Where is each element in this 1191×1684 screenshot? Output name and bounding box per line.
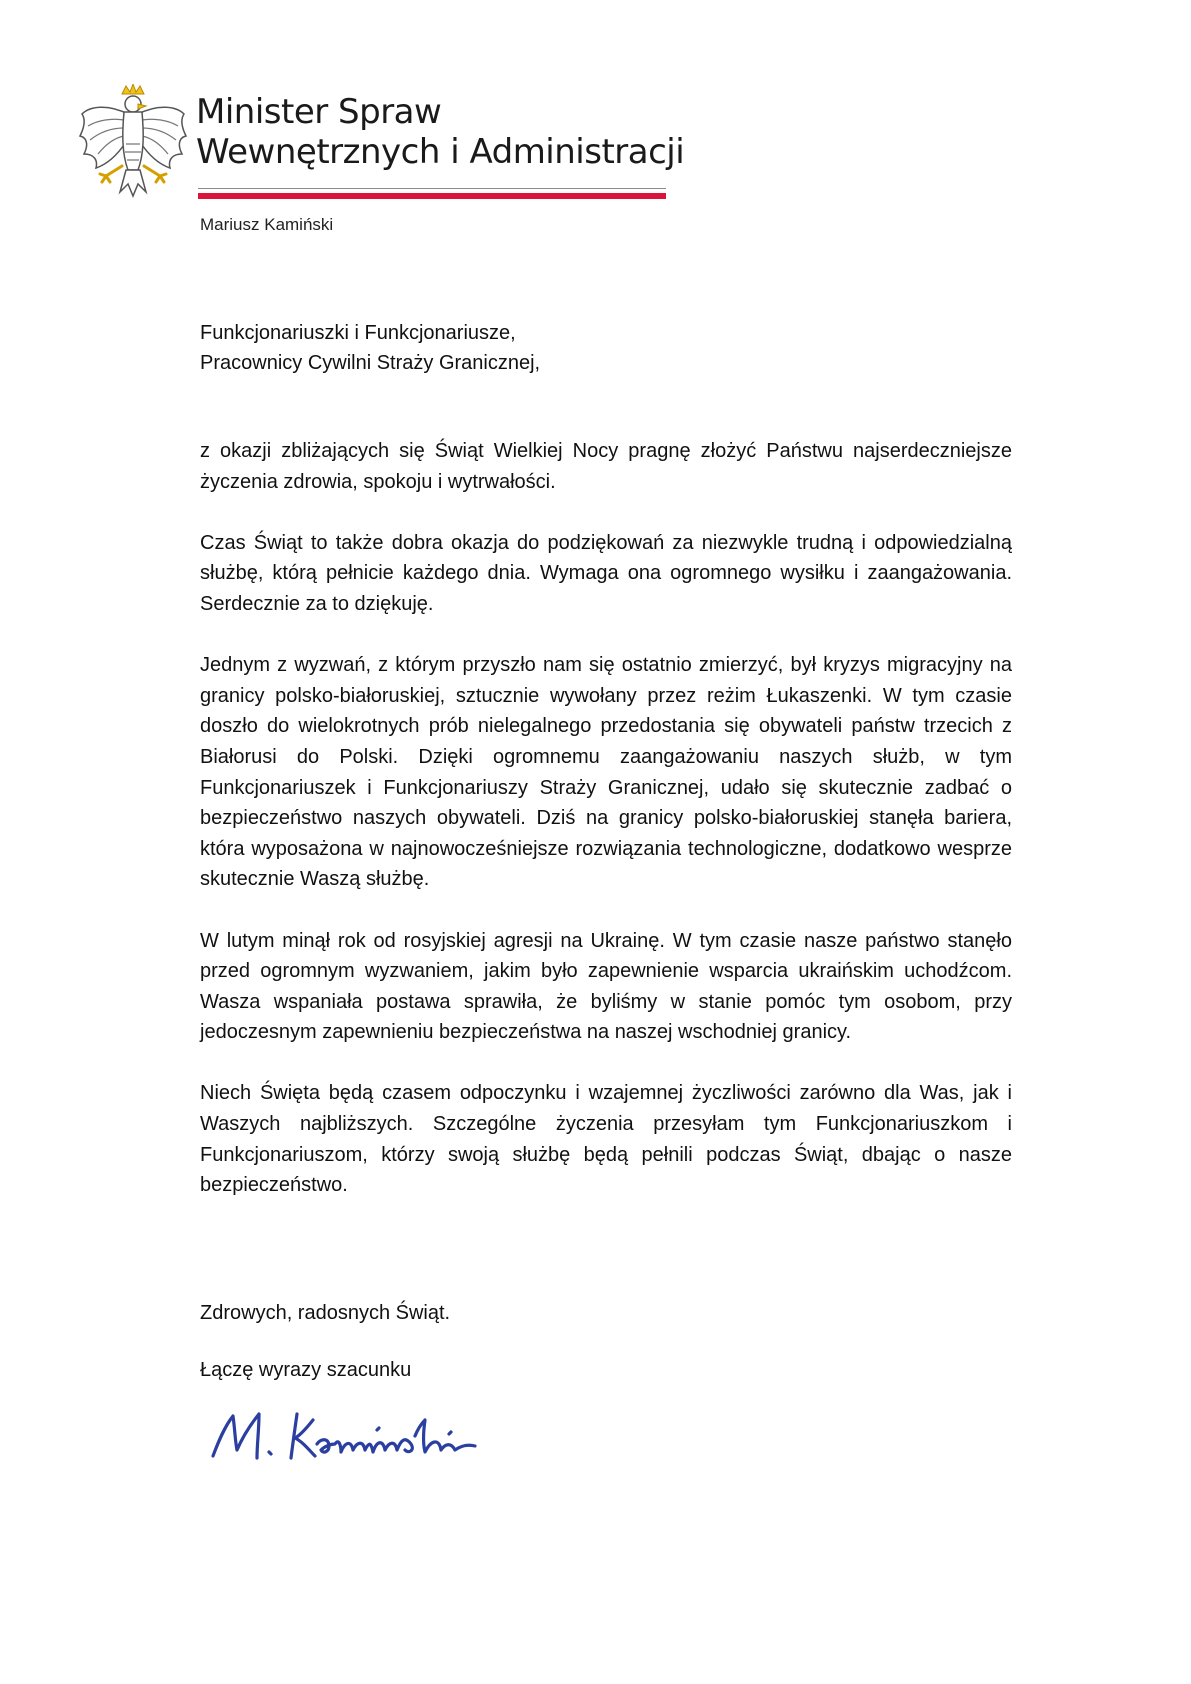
salutation-line2: Pracownicy Cywilni Straży Granicznej, (200, 352, 541, 374)
ministry-title (196, 92, 684, 172)
letter-body (200, 436, 1012, 1231)
salutation-line1: Funkcjonariuszki i Funkcjonariusze, (200, 322, 516, 344)
body-paragraph: z okazji zbliżających się Świąt Wielkiej Nocy pragnę złożyć Państwu najserdeczniejsze życzenia zdrowia, spokoju i wytrwałości. (200, 440, 1012, 493)
regards-text: Łączę wyrazy szacunku (200, 1359, 412, 1381)
minister-name: Mariusz Kamiński (200, 215, 334, 234)
letterhead (78, 84, 685, 214)
body-paragraph: Jednym z wyzwań, z którym przyszło nam się ostatnio zmierzyć, był kryzys migracyjny na granicy polsko-białoruskiej, sztucznie wywołany przez reżim Łukaszenki. W tym czasie doszło do wielokrotnych prób nielegalnego przedostania się obywateli państw trzecich z Białorusi do Polski. Dzięki ogromnemu zaangażowaniu naszych służb, w tym Funkcjonariuszek i Funkcjonariuszy Straży Granicznej, udało się skutecznie zadbać o bezpieczeństwo naszych obywateli. Dziś na granicy polsko-białoruskiej stanęła bariera, która wyposażona w najnowocześniejsze rozwiązania technologiczne, dodatkowo wesprze skutecznie Waszą służbę. (200, 654, 1012, 891)
handwritten-signature (205, 1400, 490, 1470)
flag-divider (198, 188, 666, 199)
ministry-title-line2: Wewnętrznych i Administracji (196, 132, 685, 172)
eagle-emblem-icon (78, 84, 188, 204)
body-paragraph: Niech Święta będą czasem odpoczynku i wzajemnej życzliwości zarówno dla Was, jak i Waszych najbliższych. Szczególne życzenia przesyłam tym Funkcjonariuszkom i Funkcjonariuszom, którzy swoją służbę będą pełnili podczas Świąt, dbając o nasze bezpieczeństwo. (200, 1082, 1012, 1197)
closing-wishes (200, 1298, 450, 1328)
ministry-title-line1: Minister Spraw (196, 92, 442, 132)
flag-red-band (198, 193, 666, 199)
body-paragraph: Czas Świąt to także dobra okazja do podziękowań za niezwykle trudną i odpowiedzialną służbę, którą pełnicie każdego dnia. Wymaga ona ogromnego wysiłku i zaangażowania. Serdecznie za to dziękuję. (200, 531, 1012, 615)
salutation (200, 318, 1020, 378)
body-paragraph: W lutym minął rok od rosyjskiej agresji na Ukrainę. W tym czasie nasze państwo stanęło przed ogromnym wyzwaniem, jakim było zapewnienie wsparcia ukraińskim uchodźcom. Wasza wspaniała postawa sprawiła, że byliśmy w stanie pomóc tym osobom, przy jedoczesnym zapewnieniu bezpieczeństwa na naszej wschodniej granicy. (200, 929, 1012, 1044)
closing-wishes-text: Zdrowych, radosnych Świąt. (200, 1302, 451, 1324)
